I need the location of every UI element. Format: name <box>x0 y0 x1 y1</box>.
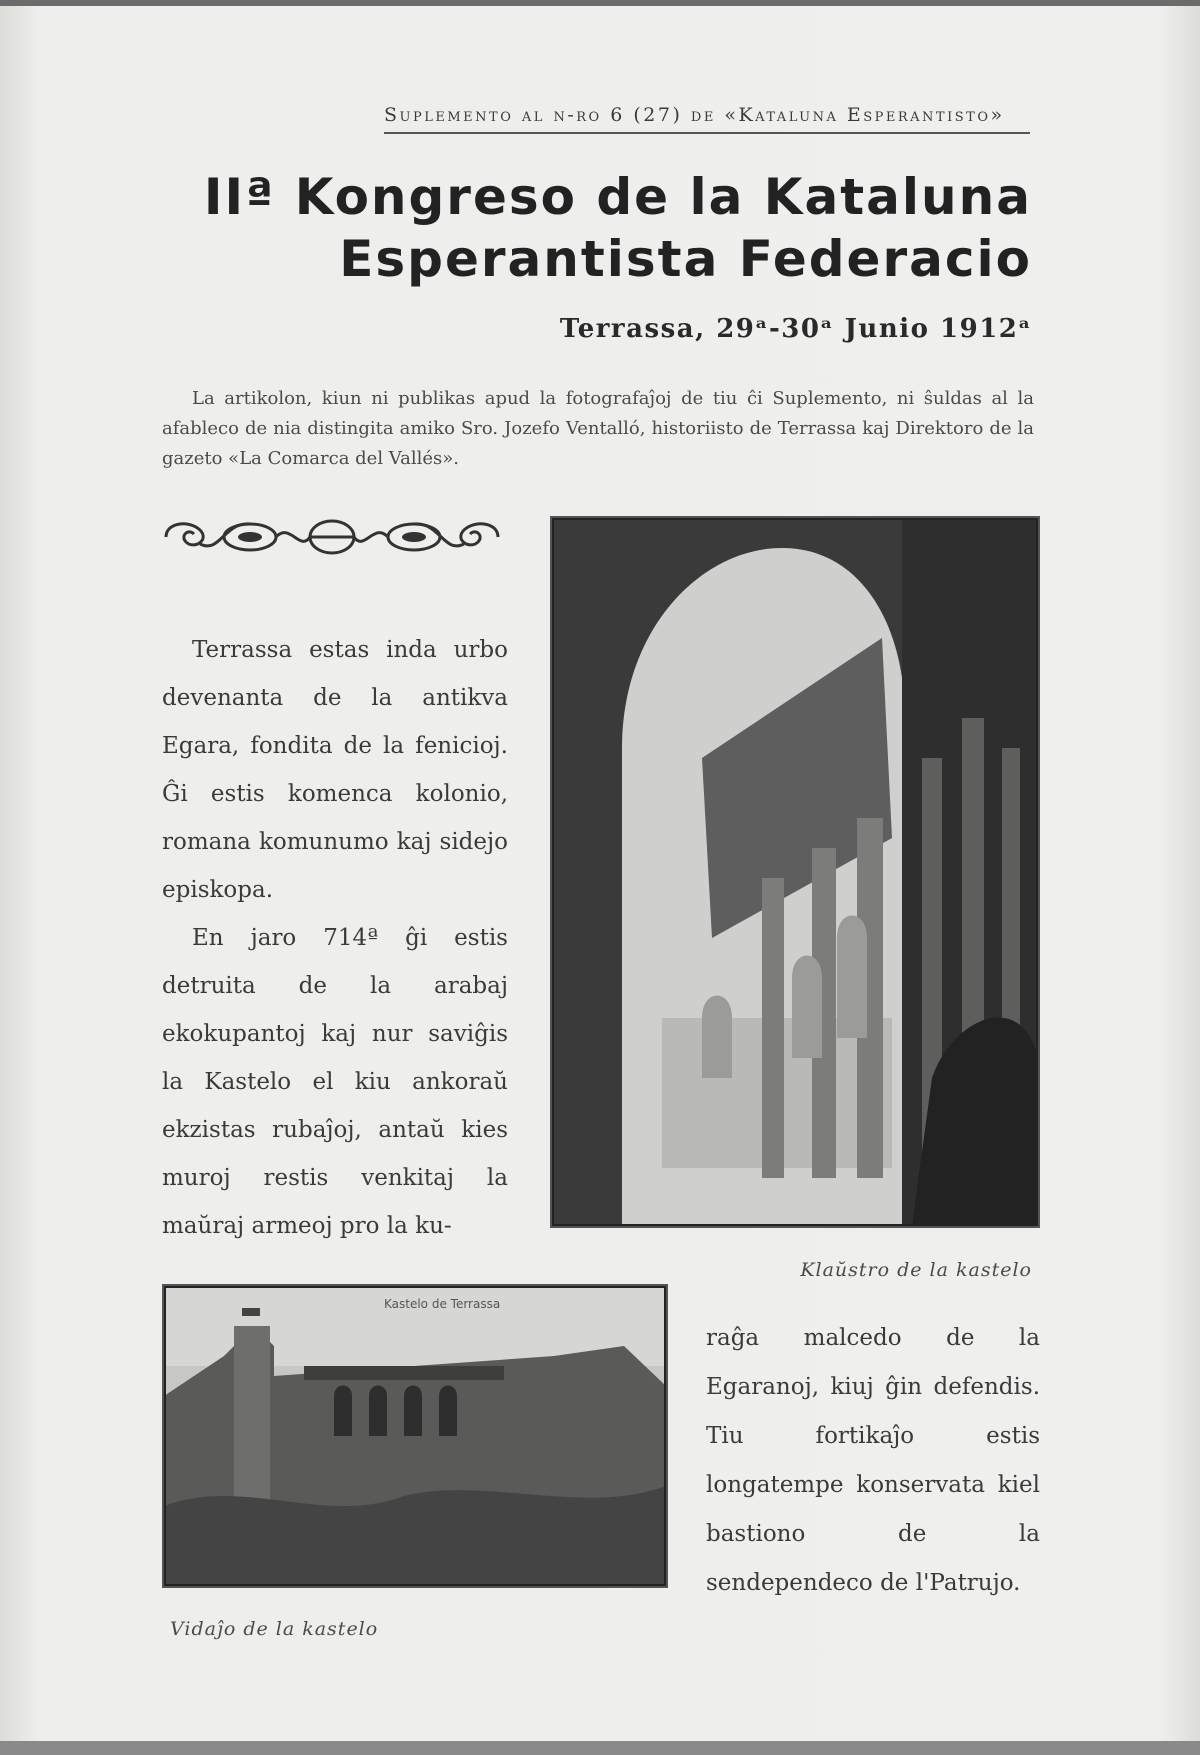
ornament-divider-icon <box>160 514 504 560</box>
article-paragraph-3: raĝa malcedo de la Egaranoj, kiuj ĝin defendis. Tiu fortikaĵo estis longatempe konservata kiel bastiono de la sendependeco de l'Patrujo. <box>706 1325 1040 1596</box>
cloister-caption: Klaŭstro de la kastelo <box>800 1259 1032 1281</box>
title-line-1: IIª Kongreso de la Kataluna <box>203 168 1032 226</box>
article-column-right <box>706 1314 1040 1608</box>
dateline: Terrassa, 29ᵃ-30ᵃ Junio 1912ᵃ <box>559 314 1032 344</box>
page-bottom-edge <box>0 1741 1200 1755</box>
article-paragraph-2: En jaro 714ª ĝi estis detruita de la arabaj ekokupantoj kaj nur saviĝis la Kastelo el kiu ankoraŭ ekzistas rubaĵoj, antaŭ kies muroj restis venkitaj la maŭraj armeoj pro la ku- <box>162 925 508 1239</box>
castle-caption: Vidaĵo de la kastelo <box>170 1618 379 1640</box>
cloister-photo <box>552 518 1038 1226</box>
intro-paragraph: La artikolon, kiun ni publikas apud la fotografaĵoj de tiu ĉi Suplemento, ni ŝuldas al la afableco de nia distingita amiko Sro. Jozefo Ventalló, historiisto de Terrassa kaj Direktoro de la gazeto «La Comarca del Vallés». <box>162 388 1034 469</box>
castle-photo <box>164 1286 666 1586</box>
title-line-2: Esperantista Federacio <box>339 230 1032 288</box>
photo-overlay-text: Kastelo de Terrassa <box>384 1297 501 1311</box>
page-title <box>204 166 1032 290</box>
article-column-left <box>162 626 508 1250</box>
article-paragraph-1: Terrassa estas inda urbo devenanta de la antikva Egara, fondita de la fenicioj. Ĝi estis komenca kolonio, romana komunumo kaj sidejo episkopa. <box>162 637 508 903</box>
supplement-header: Suplemento al n-ro 6 (27) de «Kataluna Esperantisto» <box>384 104 1030 134</box>
